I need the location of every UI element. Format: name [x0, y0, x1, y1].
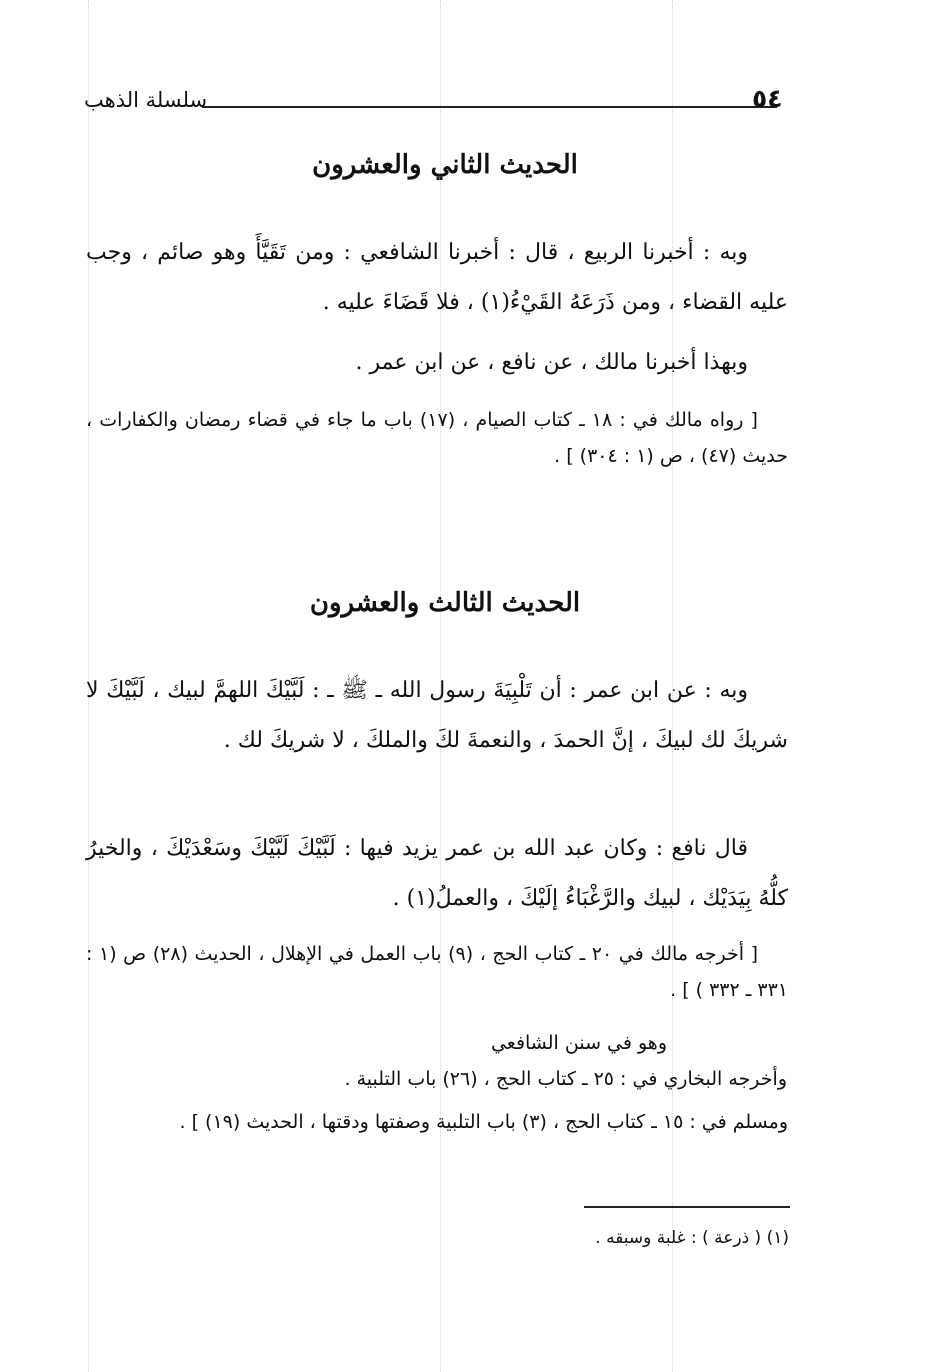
hadith-paragraph: وبهذا أخبرنا مالك ، عن نافع ، عن ابن عمر . [355, 350, 748, 375]
source-line: ومسلم في : ١٥ ـ كتاب الحج ، (٣) باب التلبية وصفتها ودقتها ، الحديث (١٩) ] . [179, 1111, 788, 1133]
source-line: وهو في سنن الشافعي [490, 1032, 667, 1054]
hadith-paragraph: وبه : أخبرنا الربيع ، قال : أخبرنا الشافعي : ومن تَقَيَّأَ وهو صائم ، وجب عليه القضاء ، ومن ذَرَعَهُ القَيْءُ(١) ، فلا قَضَاءَ عليه . [86, 240, 788, 315]
running-head [84, 88, 787, 120]
footnote-rule [584, 1206, 790, 1208]
source-note: [ أخرجه مالك في ٢٠ ـ كتاب الحج ، (٩) باب العمل في الإهلال ، الحديث (٢٨) ص (١ : ٣٣١ ـ ٣٣٢ ) ] . [86, 943, 788, 1001]
page-number: ٥٤ [752, 84, 783, 113]
hadith-paragraph: قال نافع : وكان عبد الله بن عمر يزيد فيها : لَبَّيْكَ لَبَّيْكَ وسَعْدَيْكَ ، والخيرُ كلُّهُ بِيَدَيْك ، لبيك والرَّغْبَاءُ إلَيْكَ ، والعملُ(١) . [86, 836, 788, 911]
book-title: سلسلة الذهب [84, 88, 208, 112]
section-title: الحديث الثاني والعشرون [312, 150, 578, 180]
source-note: [ رواه مالك في : ١٨ ـ كتاب الصيام ، (١٧) باب ما جاء في قضاء رمضان والكفارات ، حديث (٤٧) ، ص (١ : ٣٠٤) ] . [86, 409, 788, 467]
source-line: وأخرجه البخاري في : ٢٥ ـ كتاب الحج ، (٢٦) باب التلبية . [344, 1068, 787, 1090]
hadith-paragraph: وبه : عن ابن عمر : أن تَلْبِيَةَ رسول الله ـ ﷺ ـ : لَبَّيْكَ اللهمَّ لبيك ، لَبَّيْكَ لا شريكَ لك لبيكَ ، إنَّ الحمدَ ، والنعمةَ لكَ والملكَ ، لا شريكَ لك . [86, 678, 788, 753]
header-rule [202, 106, 777, 108]
footnote: (١) ( ذرعة ) : غلبة وسبقه . [595, 1228, 789, 1248]
section-title: الحديث الثالث والعشرون [309, 588, 581, 618]
